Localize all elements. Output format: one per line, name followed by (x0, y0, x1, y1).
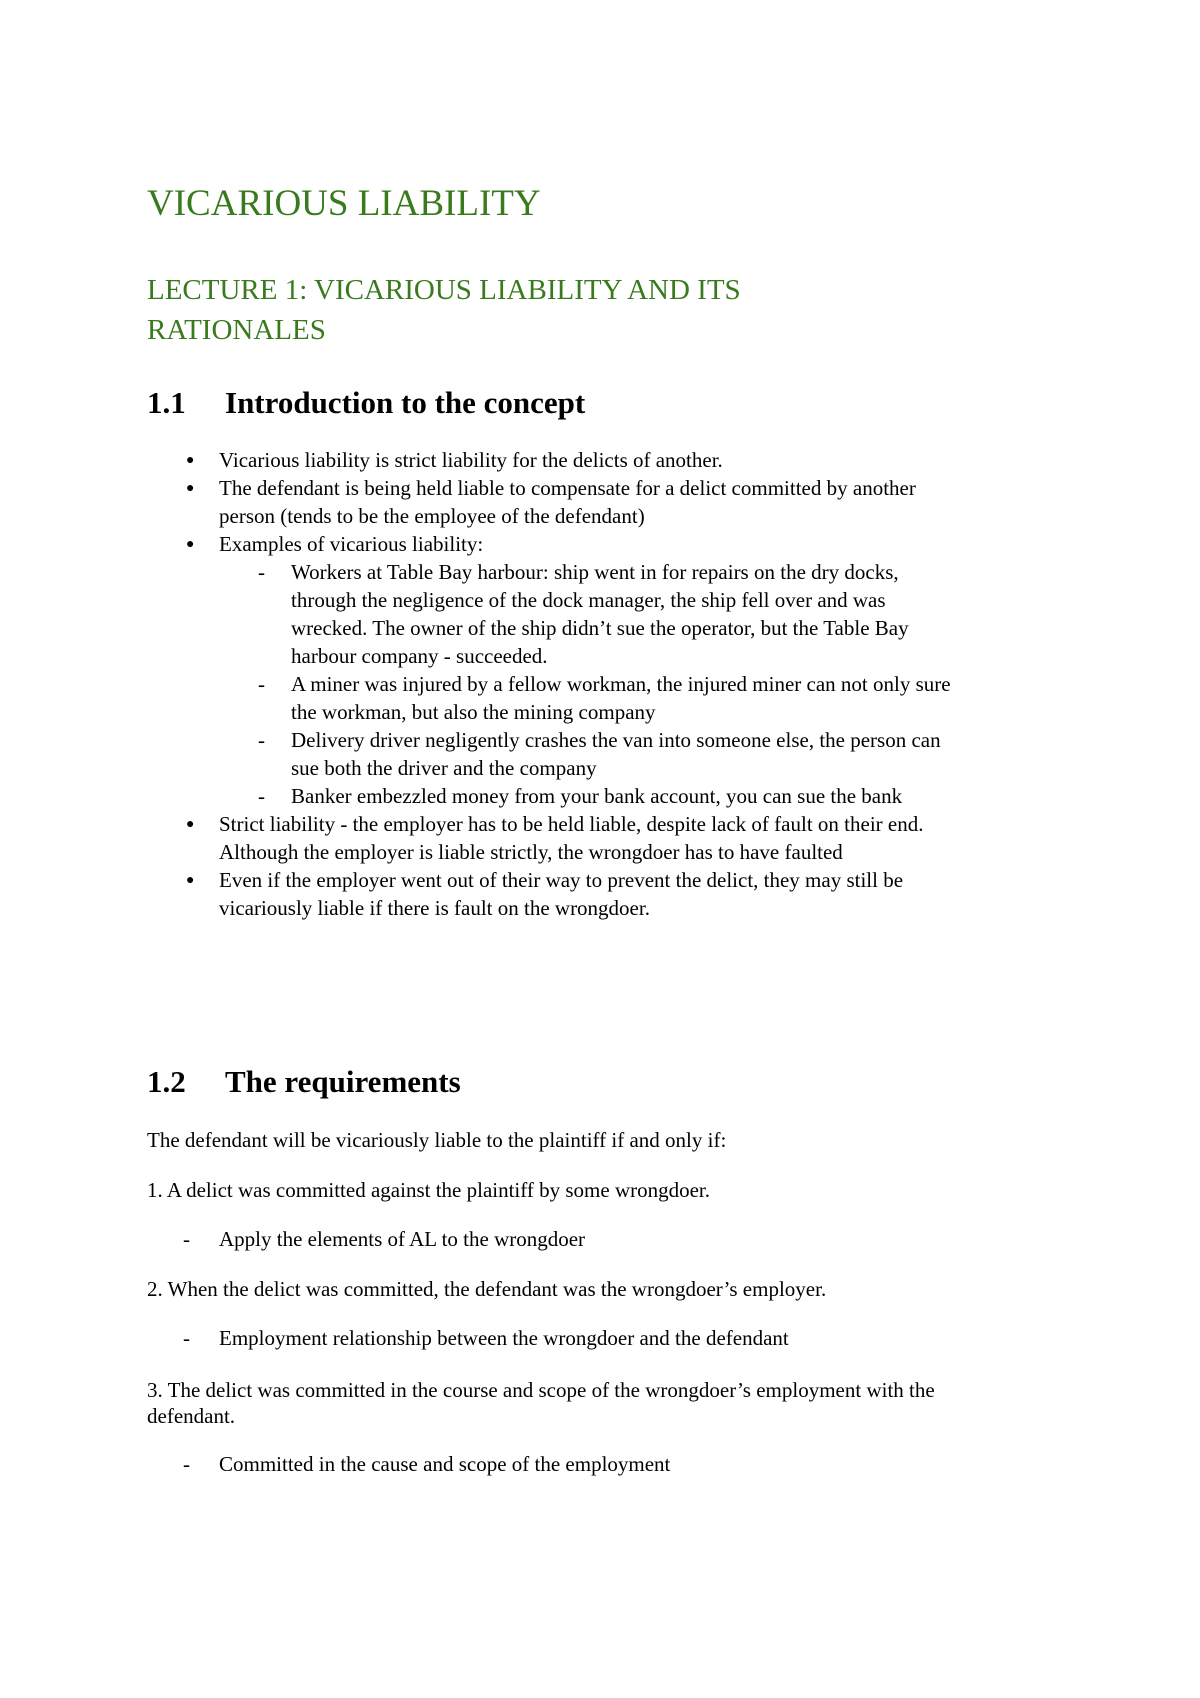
lecture-heading (147, 270, 741, 350)
lecture-heading-line-2: RATIONALES (147, 314, 326, 346)
section-title: Introduction to the concept (225, 385, 586, 420)
bullet-icon: ● (186, 481, 195, 496)
document-title: VICARIOUS LIABILITY (147, 183, 541, 224)
example-line: wrecked. The owner of the ship didn’t sue the operator, but the Table Bay (291, 616, 909, 640)
dash-marker: - (258, 784, 265, 808)
bullet-icon: ● (186, 537, 195, 552)
section-heading-1-1 (147, 385, 585, 421)
requirement-note: Employment relationship between the wrongdoer and the defendant (219, 1326, 789, 1350)
dash-marker: - (183, 1227, 190, 1251)
bullet-icon: ● (186, 817, 195, 832)
example-line: through the negligence of the dock manager, the ship fell over and was (291, 588, 886, 612)
dash-marker: - (183, 1452, 190, 1476)
section-number: 1.2 (147, 1064, 186, 1099)
bullet-line: vicariously liable if there is fault on the wrongdoer. (219, 896, 650, 920)
example-line: harbour company - succeeded. (291, 644, 548, 668)
lecture-heading-line-1: LECTURE 1: VICARIOUS LIABILITY AND ITS (147, 274, 741, 306)
requirement-line: 3. The delict was committed in the course and scope of the wrongdoer’s employment with the (147, 1378, 935, 1402)
section-title: The requirements (225, 1064, 461, 1099)
requirement-line: 1. A delict was committed against the plaintiff by some wrongdoer. (147, 1178, 711, 1202)
example-line: A miner was injured by a fellow workman, the injured miner can not only sure (291, 672, 951, 696)
example-line: the workman, but also the mining company (291, 700, 656, 724)
requirement-note: Apply the elements of AL to the wrongdoer (219, 1227, 586, 1251)
example-line: Workers at Table Bay harbour: ship went in for repairs on the dry docks, (291, 560, 899, 584)
dash-marker: - (258, 672, 265, 696)
section-number: 1.1 (147, 385, 186, 420)
bullet-line: Strict liability - the employer has to be held liable, despite lack of fault on their end. (219, 812, 924, 836)
bullet-line: Examples of vicarious liability: (219, 532, 484, 556)
requirements-intro: The defendant will be vicariously liable to the plaintiff if and only if: (147, 1128, 727, 1152)
bullet-icon: ● (186, 453, 195, 468)
bullet-line: Vicarious liability is strict liability for the delicts of another. (219, 448, 723, 472)
example-line: Banker embezzled money from your bank account, you can sue the bank (291, 784, 903, 808)
dash-marker: - (183, 1326, 190, 1350)
example-line: sue both the driver and the company (291, 756, 597, 780)
section-heading-1-2 (147, 1064, 461, 1100)
requirement-note: Committed in the cause and scope of the employment (219, 1452, 671, 1476)
bullet-icon: ● (186, 873, 195, 888)
dash-marker: - (258, 560, 265, 584)
bullet-line: Even if the employer went out of their way to prevent the delict, they may still be (219, 868, 904, 892)
bullet-line: The defendant is being held liable to compensate for a delict committed by another (219, 476, 916, 500)
requirement-line: defendant. (147, 1404, 236, 1428)
example-line: Delivery driver negligently crashes the van into someone else, the person can (291, 728, 941, 752)
bullet-line: person (tends to be the employee of the defendant) (219, 504, 645, 528)
requirement-line: 2. When the delict was committed, the defendant was the wrongdoer’s employer. (147, 1277, 827, 1301)
bullet-line: Although the employer is liable strictly, the wrongdoer has to have faulted (219, 840, 843, 864)
dash-marker: - (258, 728, 265, 752)
